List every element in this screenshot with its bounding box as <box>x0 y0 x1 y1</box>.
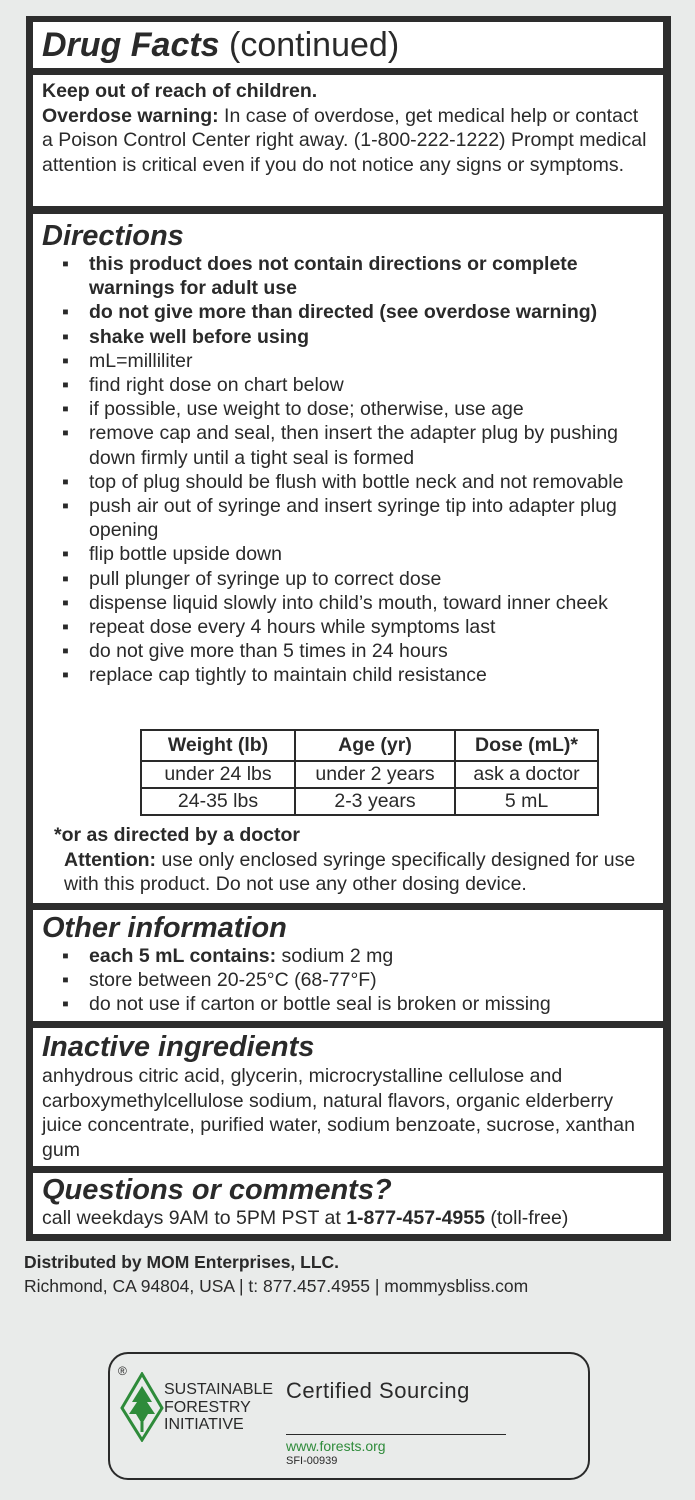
table-header-row <box>141 730 598 761</box>
sfi-rule <box>286 1434 506 1435</box>
table-cell: 24-35 lbs <box>141 788 295 815</box>
other-info-list <box>42 944 654 1017</box>
directions-list <box>42 252 654 688</box>
list-item: ▪ remove cap and seal, then insert the adapter plug by pushing down firmly until a tight seal is formed <box>62 422 619 469</box>
list-item: ▪ dispense liquid slowly into child’s mouth, toward inner cheek <box>62 591 608 614</box>
page-title <box>42 22 654 64</box>
inactive-text: anhydrous citric acid, glycerin, microcrystalline cellulose and carboxymethylcellulose sodium, natural flavors, organic elderberry juice concentrate, purified water, sodium benzoate, sucrose, xanthan gum <box>42 1065 635 1161</box>
table-cell: under 24 lbs <box>141 761 295 788</box>
sfi-url: www.forests.org <box>286 1438 386 1454</box>
title-rest: (continued) <box>219 26 400 64</box>
table-header-cell: Weight (lb) <box>141 730 295 761</box>
table-cell: under 2 years <box>295 761 455 788</box>
table-header-cell: Age (yr) <box>295 730 455 761</box>
overdose-warning: Overdose warning: In case of overdose, get medical help or contact a Poison Control Center right away. (1-800-222-1222) Prompt medical attention is critical even if you do not notice any signs or symptoms. <box>42 104 647 176</box>
table-row <box>141 761 598 788</box>
table-cell: ask a doctor <box>455 761 598 788</box>
list-item: ▪ shake well before using <box>62 325 309 348</box>
list-item: ▪ repeat dose every 4 hours while symptoms last <box>62 616 496 639</box>
table-cell: 2-3 years <box>295 788 455 815</box>
drug-facts-header <box>33 22 663 68</box>
table-cell: 5 mL <box>455 788 598 815</box>
list-item: ▪ each 5 mL contains: sodium 2 mg <box>62 945 394 967</box>
sfi-name: SUSTAINABLE FORESTRY INITIATIVE <box>164 1381 274 1433</box>
list-item: ▪ pull plunger of syringe up to correct dose <box>62 567 442 590</box>
list-item: ▪ do not give more than 5 times in 24 hours <box>62 640 448 663</box>
list-item: ▪ do not use if carton or bottle seal is broken or missing <box>62 993 551 1016</box>
inactive-heading: Inactive ingredients <box>42 1031 315 1063</box>
list-item: ▪ do not give more than directed (see overdose warning) <box>62 301 598 324</box>
certified-sourcing: Certified Sourcing <box>286 1378 470 1403</box>
keep-out-text: Keep out of reach of children. <box>42 80 318 102</box>
distributor-line2: Richmond, CA 94804, USA | t: 877.457.4955 | mommysbliss.com <box>24 1276 529 1296</box>
table-header-cell: Dose (mL)* <box>455 730 598 761</box>
other-info-heading: Other information <box>42 912 287 944</box>
footnote: *or as directed by a doctor <box>54 824 300 846</box>
list-item: ▪ flip bottle upside down <box>62 543 282 566</box>
questions-heading: Questions or comments? <box>42 1174 392 1206</box>
sfi-tree-logo-icon <box>120 1372 164 1442</box>
directions-heading: Directions <box>42 220 184 252</box>
title-bold: Drug Facts <box>42 26 220 64</box>
list-item: ▪ store between 20-25°C (68-77°F) <box>62 969 377 992</box>
registered-mark: ® <box>118 1364 127 1378</box>
warnings-section <box>33 75 663 206</box>
distributor-line1: Distributed by MOM Enterprises, LLC. <box>24 1252 340 1272</box>
list-item: ▪ find right dose on chart below <box>62 374 344 397</box>
list-item: ▪ top of plug should be flush with bottle neck and not removable <box>62 470 624 493</box>
list-item: ▪ this product does not contain directions or complete warnings for adult use <box>62 253 578 300</box>
questions-section <box>33 1173 663 1234</box>
table-row <box>141 788 598 815</box>
inactive-section <box>33 1028 663 1166</box>
sfi-certification-box <box>108 1352 590 1480</box>
sfi-code: SFI-00939 <box>286 1455 338 1467</box>
other-info-section <box>33 910 663 1021</box>
directions-section <box>33 214 663 903</box>
dosing-table <box>140 729 599 816</box>
questions-text: call weekdays 9AM to 5PM PST at 1-877-457-4955 (toll-free) <box>42 1207 569 1229</box>
list-item: ▪ if possible, use weight to dose; otherwise, use age <box>62 398 524 421</box>
attention-note: Attention: use only enclosed syringe specifically designed for use with this product. Do not use any other dosing device. <box>64 848 636 895</box>
list-item: ▪ mL=milliliter <box>62 349 193 372</box>
list-item: ▪ replace cap tightly to maintain child resistance <box>62 664 487 687</box>
list-item: ▪ push air out of syringe and insert syringe tip into adapter plug opening <box>62 495 617 542</box>
